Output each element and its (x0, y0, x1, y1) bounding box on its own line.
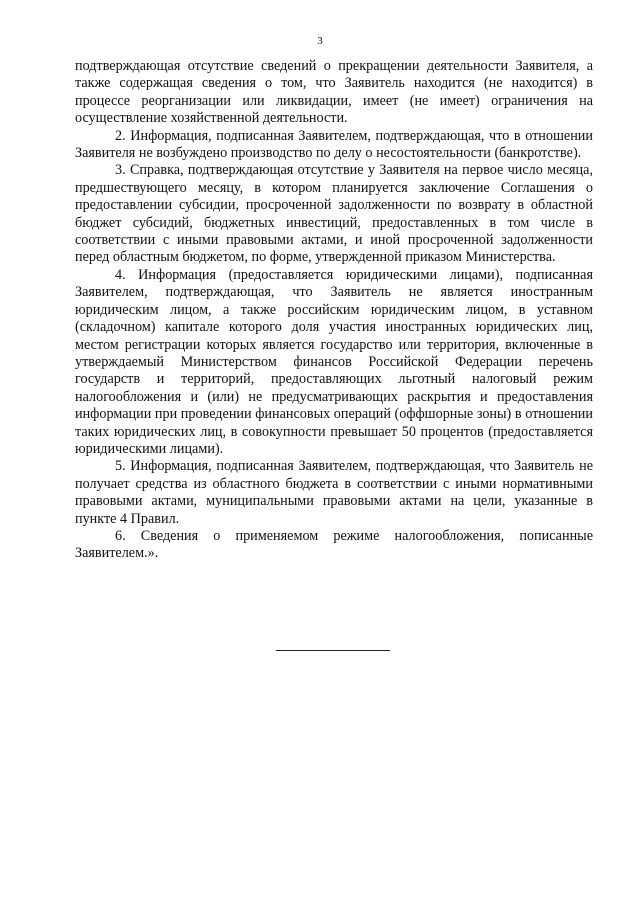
paragraph-item-3: 3. Справка, подтверждающая отсутствие у Заявителя на первое число месяца, предшествующего месяцу, в котором планируется заключение Соглашения о предоставлении субсидии, просроченной задолженности по возврату в областной бюджет субсидий, бюджетных инвестиций, предоставленных в том числе в соответствии с иными правовыми актами, и иной просроченной задолженности перед областным бюджетом, по форме, утвержденной приказом Министерства. (75, 162, 593, 266)
paragraph-item-5: 5. Информация, подписанная Заявителем, подтверждающая, что Заявитель не получает средства из областного бюджета в соответствии с иными нормативными правовыми актами, муниципальными правовыми актами на цели, указанные в пункте 4 Правил. (75, 458, 593, 527)
paragraph-continuation: подтверждающая отсутствие сведений о прекращении деятельности Заявителя, а также содержащая сведения о том, что Заявитель находится (не находится) в процессе реорганизации или ликвидации, имеет (не имеет) ограничения на осуществление хозяйственной деятельности. (75, 58, 593, 127)
page-number: 3 (317, 35, 323, 47)
paragraph-item-6: 6. Сведения о применяемом режиме налогообложения, пописанные Заявителем.». (75, 527, 593, 562)
paragraph-item-2: 2. Информация, подписанная Заявителем, подтверждающая, что в отношении Заявителя не возбуждено производство по делу о несостоятельности (банкротстве). (75, 127, 593, 162)
closing-separator-line (276, 650, 390, 651)
document-body (75, 58, 593, 563)
paragraph-item-4: 4. Информация (предоставляется юридическими лицами), подписанная Заявителем, подтверждающая, что Заявитель не является иностранным юридическим лицом, а также российским юридическим лицом, в уставном (складочном) капитале которого доля участия иностранных юридических лиц, местом регистрации которых является государство или территория, включенные в утверждаемый Министерством финансов Российской Федерации перечень государств и территорий, предоставляющих льготный налоговый режим налогообложения и (или) не предусматривающих раскрытия и предоставления информации при проведении финансовых операций (оффшорные зоны) в отношении таких юридических лиц, в совокупности превышает 50 процентов (предоставляется юридическими лицами). (75, 266, 593, 457)
